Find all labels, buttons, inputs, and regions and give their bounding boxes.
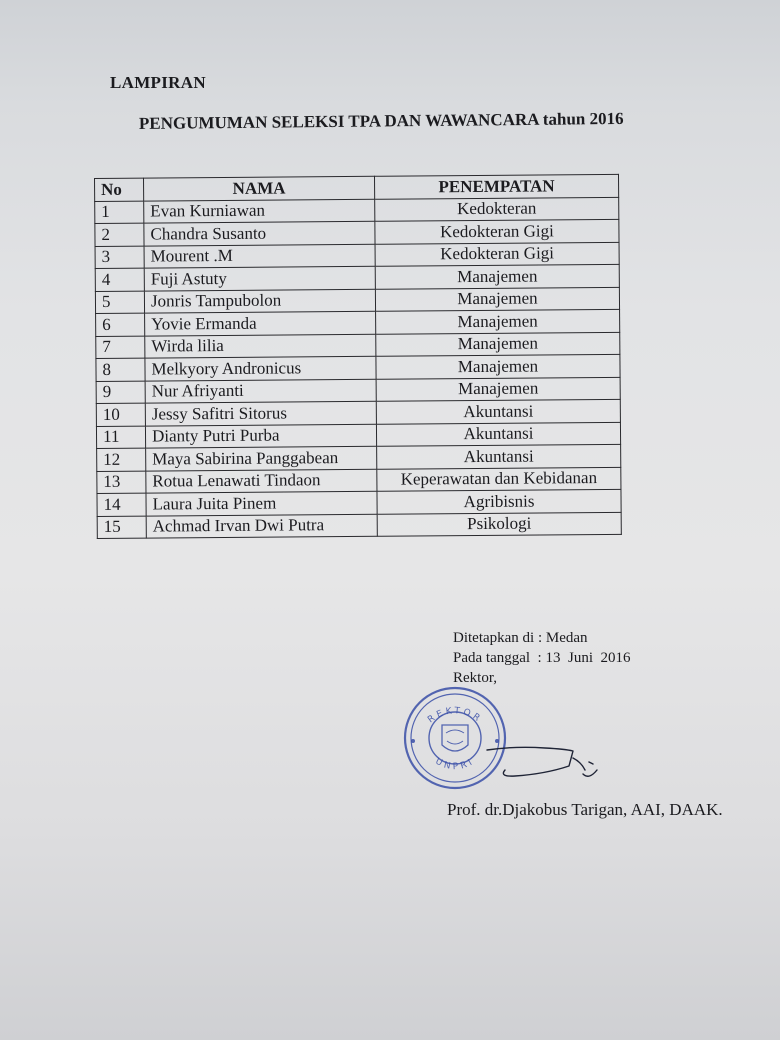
row-no: 8 (96, 358, 145, 381)
row-nama: Melkyory Andronicus (145, 356, 376, 380)
row-no: 2 (95, 223, 144, 246)
row-penempatan: Akuntansi (376, 399, 620, 423)
date-of-issue: Pada tanggal : 13 Juni 2016 (453, 650, 631, 666)
row-nama: Fuji Astuty (144, 266, 375, 290)
row-no: 4 (95, 268, 144, 291)
lampiran-heading: LAMPIRAN (110, 73, 206, 92)
row-penempatan: Kedokteran (375, 197, 619, 221)
table-row (97, 512, 621, 539)
row-no: 1 (95, 201, 144, 224)
header-no: No (95, 178, 144, 201)
row-nama: Yovie Ermanda (145, 311, 376, 335)
row-penempatan: Akuntansi (376, 422, 620, 446)
row-no: 7 (96, 336, 145, 359)
signature-block (453, 628, 630, 688)
svg-text:REKTOR (426, 706, 484, 725)
row-nama: Dianty Putri Purba (145, 424, 376, 448)
header-penempatan: PENEMPATAN (374, 174, 618, 198)
announcement-title: PENGUMUMAN SELEKSI TPA DAN WAWANCARA tahun 2016 (138, 108, 624, 133)
place-of-issue: Ditetapkan di : Medan (453, 630, 588, 646)
row-no: 5 (95, 291, 144, 314)
row-no: 13 (97, 471, 146, 494)
row-penempatan: Kedokteran Gigi (375, 242, 619, 266)
results-table-container (94, 174, 621, 539)
svg-text:UNPRI (433, 757, 476, 773)
row-nama: Chandra Susanto (144, 221, 375, 245)
row-penempatan: Manajemen (375, 264, 619, 288)
row-no: 11 (96, 426, 145, 449)
row-nama: Evan Kurniawan (144, 199, 375, 223)
row-no: 10 (96, 403, 145, 426)
header-nama: NAMA (144, 176, 375, 200)
row-penempatan: Manajemen (376, 332, 620, 356)
row-nama: Jonris Tampubolon (144, 289, 375, 313)
row-penempatan: Psikologi (377, 512, 621, 536)
row-nama: Mourent .M (144, 244, 375, 268)
row-penempatan: Manajemen (376, 354, 620, 378)
row-no: 9 (96, 381, 145, 404)
row-penempatan: Keperawatan dan Kebidanan (377, 467, 621, 491)
row-penempatan: Akuntansi (377, 444, 621, 468)
row-no: 14 (97, 493, 146, 516)
row-nama: Laura Juita Pinem (146, 491, 377, 515)
row-nama: Jessy Safitri Sitorus (145, 401, 376, 425)
signer-position: Rektor, (453, 670, 497, 686)
row-no: 6 (96, 313, 145, 336)
row-nama: Maya Sabirina Panggabean (146, 446, 377, 470)
row-penempatan: Agribisnis (377, 489, 621, 513)
row-penempatan: Kedokteran Gigi (375, 219, 619, 243)
handwritten-signature (485, 740, 605, 785)
signer-name: Prof. dr.Djakobus Tarigan, AAI, DAAK. (447, 800, 723, 819)
row-nama: Rotua Lenawati Tindaon (146, 469, 377, 493)
row-no: 12 (97, 448, 146, 471)
row-no: 3 (95, 246, 144, 269)
row-nama: Wirda lilia (145, 334, 376, 358)
row-no: 15 (97, 516, 146, 539)
stamp-text-bottom: UNPRI (433, 756, 477, 773)
row-nama: Achmad Irvan Dwi Putra (146, 514, 377, 538)
row-penempatan: Manajemen (376, 377, 620, 401)
results-table (94, 174, 622, 539)
row-nama: Nur Afriyanti (145, 379, 376, 403)
stamp-text-top: REKTOR (426, 706, 484, 726)
row-penempatan: Manajemen (375, 287, 619, 311)
row-penempatan: Manajemen (376, 309, 620, 333)
